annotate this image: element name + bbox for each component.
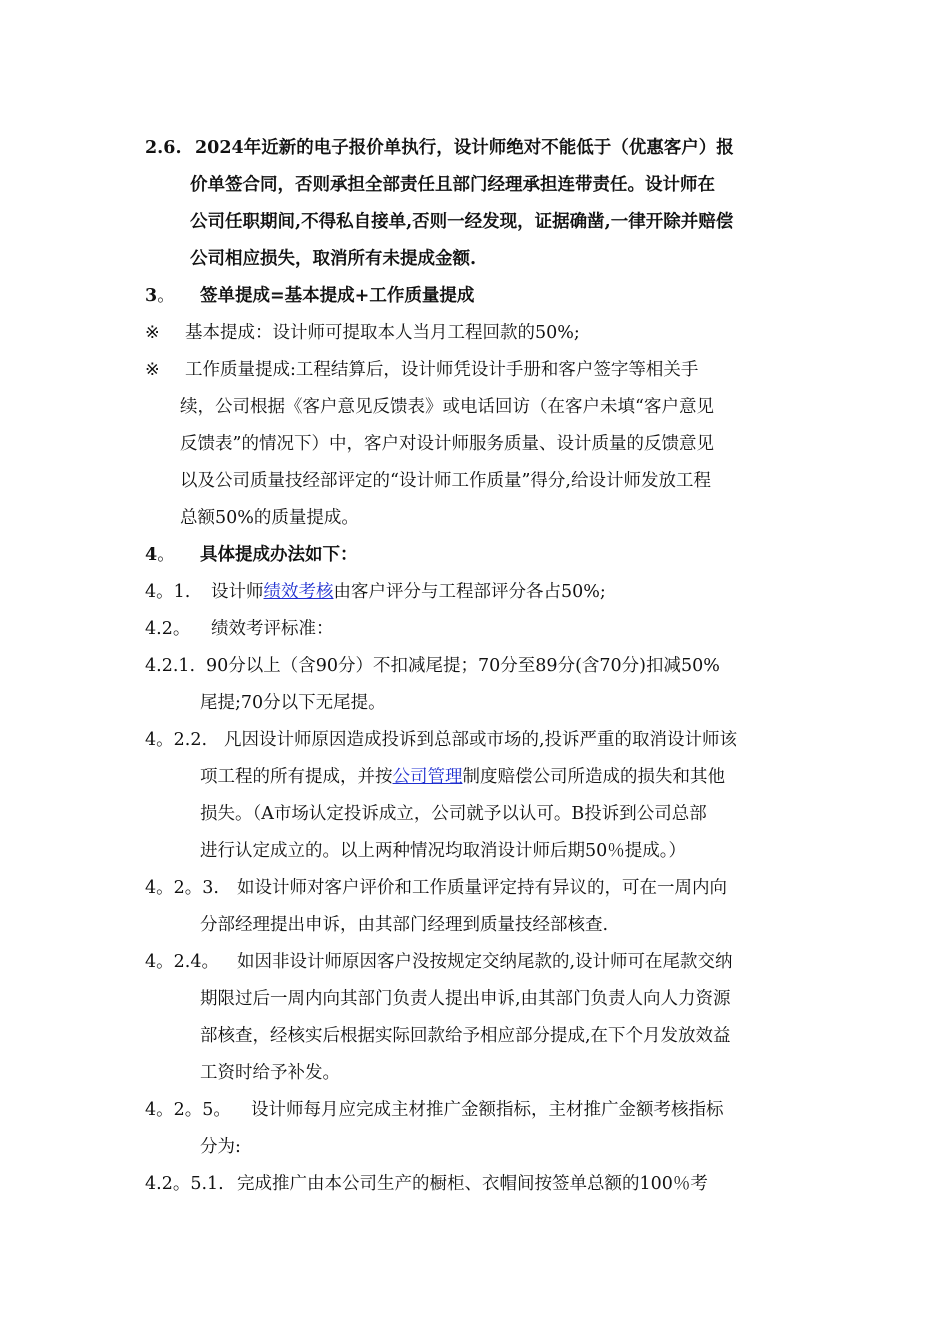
section-4-2-4-line-4: 工资时给予补发。 [200, 1063, 340, 1083]
section-4-2-4-line-3: 部核查，经核实后根据实际回款给予相应部分提成,在下个月发放效益 [200, 1026, 731, 1046]
section-2-6-line-3: 公司任职期间,不得私自接单,否则一经发现，证据确凿,一律开除并赔偿 [190, 212, 734, 232]
section-4-2-3-line-2: 分部经理提出申诉，由其部门经理到质量技经部核查. [200, 915, 609, 935]
section-4-2-5-line-1: 设计师每月应完成主材推广金额指标，主材推广金额考核指标 [251, 1100, 724, 1120]
section-4-2-number: 4.2。 [145, 619, 191, 639]
section-4-number: 4。 [145, 545, 175, 565]
section-2-6-number: 2.6. [145, 138, 182, 158]
section-4-2-2-line-1: 凡因设计师原因造成投诉到总部或市场的,投诉严重的取消设计师该 [224, 730, 738, 750]
section-3-title: 签单提成=基本提成+工作质量提成 [200, 286, 475, 306]
section-4-2-1-line-2: 尾提;70分以下无尾提。 [200, 693, 386, 713]
performance-review-link[interactable]: 绩效考核 [263, 582, 334, 602]
bullet-2-line-1: 工作质量提成:工程结算后，设计师凭设计手册和客户签字等相关手 [185, 360, 699, 380]
section-4-2-2-line-3: 损失。（A市场认定投诉成立，公司就予以认可。B投诉到公司总部 [200, 804, 707, 824]
section-4-1-number: 4。1. [145, 582, 191, 602]
section-4-2-5-1-text: 完成推广由本公司生产的橱柜、衣帽间按签单总额的100％考 [237, 1174, 708, 1194]
bullet-1-text: 基本提成：设计师可提取本人当月工程回款的50%; [185, 323, 580, 343]
bullet-1-mark: ※ [145, 323, 160, 343]
section-4-2-text: 绩效考评标准： [211, 619, 334, 639]
section-4-2-3-number: 4。2。3. [145, 878, 219, 898]
section-4-2-2-number: 4。2.2. [145, 730, 208, 750]
section-4-2-4-line-1: 如因非设计师原因客户没按规定交纳尾款的,设计师可在尾款交纳 [237, 952, 733, 972]
bullet-2-mark: ※ [145, 360, 160, 380]
section-4-2-2-line-4: 进行认定成立的。以上两种情况均取消设计师后期50％提成。） [200, 841, 687, 861]
bullet-2-line-4: 以及公司质量技经部评定的“设计师工作质量”得分,给设计师发放工程 [180, 471, 711, 491]
section-4-2-5-line-2: 分为: [200, 1137, 241, 1157]
section-4-1-text: 设计师绩效考核由客户评分与工程部评分各占50%; [211, 582, 606, 602]
company-management-link[interactable]: 公司管理 [392, 767, 463, 787]
section-4-2-2-line-2: 项工程的所有提成，并按公司管理制度赔偿公司所造成的损失和其他 [200, 767, 725, 787]
section-4-2-4-line-2: 期限过后一周内向其部门负责人提出申诉,由其部门负责人向人力资源 [200, 989, 731, 1009]
section-4-title: 具体提成办法如下： [200, 545, 358, 565]
section-4-2-4-number: 4。2.4。 [145, 952, 219, 972]
bullet-2-line-3: 反馈表”的情况下）中，客户对设计师服务质量、设计质量的反馈意见 [180, 434, 714, 454]
section-4-2-1-number: 4.2.1. [145, 656, 196, 676]
section-4-2-5-number: 4。2。5。 [145, 1100, 231, 1120]
section-2-6-line-2: 价单签合同，否则承担全部责任且部门经理承担连带责任。设计师在 [190, 175, 715, 195]
section-4-2-3-line-1: 如设计师对客户评价和工作质量评定持有异议的，可在一周内向 [237, 878, 727, 898]
bullet-2-line-5: 总额50%的质量提成。 [180, 508, 359, 528]
bullet-2-line-2: 续，公司根据《客户意见反馈表》或电话回访（在客户未填“客户意见 [180, 397, 714, 417]
section-2-6-line-4: 公司相应损失，取消所有未提成金额. [190, 249, 477, 269]
section-4-2-1-line-1: 90分以上（含90分）不扣减尾提；70分至89分(含70分)扣减50% [206, 656, 720, 676]
section-3-number: 3。 [145, 286, 175, 306]
section-4-2-5-1-number: 4.2。5.1. [145, 1174, 224, 1194]
section-2-6-line-1: 2024年近新的电子报价单执行，设计师绝对不能低于（优惠客户）报 [195, 138, 734, 158]
